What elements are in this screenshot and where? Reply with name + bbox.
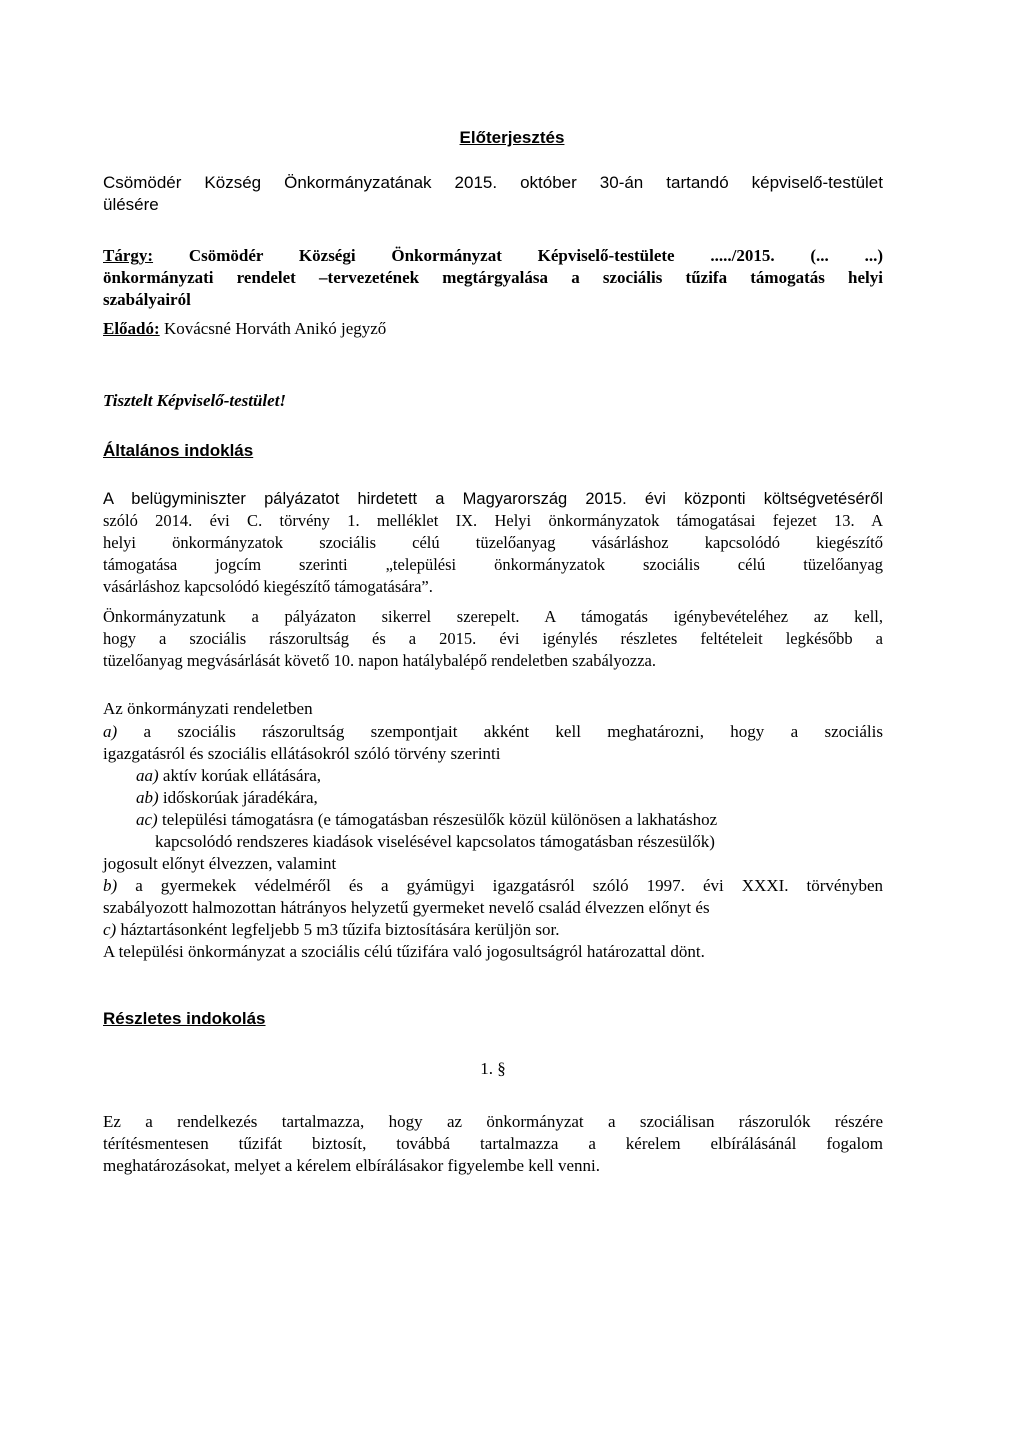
subject-block: [103, 245, 883, 311]
general-heading: Általános indoklás: [103, 441, 254, 460]
general-paragraph-2: [103, 606, 883, 672]
general-p1-line-5: vásárláshoz kapcsolódó kiegészítő támogatására”.: [103, 577, 433, 596]
detailed-line-3: meghatározásokat, melyet a kérelem elbírálásakor figyelembe kell venni.: [103, 1156, 601, 1175]
regulation-c-text: háztartásonként legfeljebb 5 m3 tűzifa biztosítására kerüljön sor.: [116, 920, 560, 939]
invitation-block: [103, 172, 883, 216]
general-p2-line-3: tüzelőanyag megvásárlását követő 10. napon hatálybalépő rendeletben szabályozza.: [103, 651, 656, 670]
regulation-ac-text: települési támogatásra (e támogatásban részesülők közül különösen a lakhatáshoz: [157, 810, 718, 829]
greeting: Tisztelt Képviselő-testület!: [103, 391, 287, 410]
regulation-ab: [103, 787, 883, 809]
general-paragraph-1: [103, 488, 883, 598]
regulation-c: [103, 919, 883, 941]
general-p2-line-2: hogy a szociális rászorultság és a 2015. évi igénylés részletes feltételeit legkésőbb a: [103, 629, 883, 648]
regulation-closing: A települési önkormányzat a szociális célú tűzifára való jogosultságról határozattal dönt.: [103, 942, 705, 961]
regulation-aa-label: aa): [136, 766, 159, 785]
regulation-a-line-1: [103, 721, 883, 743]
presenter-name: Kovácsné Horváth Anikó jegyző: [159, 319, 387, 338]
subject-label: Tárgy:: [103, 246, 154, 265]
regulation-b-label: b): [103, 876, 118, 895]
regulation-ac-line-2: kapcsolódó rendszeres kiadások viselésével kapcsolatos támogatásban részesülők): [155, 832, 715, 851]
regulation-jogosult: jogosult előnyt élvezzen, valamint: [103, 854, 337, 873]
subject-line-3: szabályairól: [103, 290, 191, 309]
subject-line-1-text: Csömödér Községi Önkormányzat Képviselő-testülete ...../2015. (... ...): [153, 246, 883, 265]
invitation-line-1: Csömödér Község Önkormányzatának 2015. október 30-án tartandó képviselő-testület: [103, 173, 883, 192]
general-p2-line-1: Önkormányzatunk a pályázaton sikerrel szerepelt. A támogatás igénybevételéhez az kell,: [103, 607, 883, 626]
invitation-line-2: ülésére: [103, 195, 159, 214]
regulation-c-label: c): [103, 920, 117, 939]
regulation-b-line-1: [103, 875, 883, 897]
section-marker: 1. §: [480, 1059, 506, 1078]
subject-line-1: [103, 245, 883, 267]
regulation-block: [103, 698, 883, 963]
detailed-line-1: Ez a rendelkezés tartalmazza, hogy az önkormányzat a szociálisan rászorulók részére: [103, 1112, 883, 1131]
presenter-line: [103, 318, 883, 340]
regulation-a-text: a szociális rászorultság szempontjait akként kell meghatározni, hogy a szociális: [117, 722, 883, 741]
regulation-aa-text: aktív korúak ellátására,: [158, 766, 322, 785]
detailed-heading: Részletes indokolás: [103, 1009, 266, 1028]
general-p1-line-2: szóló 2014. évi C. törvény 1. melléklet IX. Helyi önkormányzatok támogatásai fejezet 13. A: [103, 511, 883, 530]
document-title: Előterjesztés: [459, 128, 565, 147]
regulation-a-label: a): [103, 722, 118, 741]
regulation-ac-line-1: [103, 809, 883, 831]
regulation-ab-label: ab): [136, 788, 159, 807]
general-p1-line-1: A belügyminiszter pályázatot hirdetett a Magyarország 2015. évi központi költségvetéséről: [103, 490, 883, 508]
detailed-paragraph: [103, 1111, 883, 1177]
regulation-ac-label: ac): [136, 810, 158, 829]
regulation-aa: [103, 765, 883, 787]
general-p1-line-4: támogatása jogcím szerinti „települési önkormányzatok szociális célú tüzelőanyag: [103, 555, 883, 574]
regulation-b-text: a gyermekek védelméről és a gyámügyi igazgatásról szóló 1997. évi XXXI. törvényben: [117, 876, 883, 895]
regulation-b-line-2: szabályozott halmozottan hátrányos helyzetű gyermeket nevelő család élvezzen előnyt és: [103, 898, 710, 917]
general-p1-line-3: helyi önkormányzatok szociális célú tüzelőanyag vásárláshoz kapcsolódó kiegészítő: [103, 533, 883, 552]
presenter-label: Előadó:: [103, 319, 160, 338]
subject-line-2: önkormányzati rendelet –tervezetének megtárgyalása a szociális tűzifa támogatás helyi: [103, 268, 883, 287]
regulation-ab-text: időskorúak járadékára,: [158, 788, 318, 807]
regulation-intro: Az önkormányzati rendeletben: [103, 699, 313, 718]
detailed-line-2: térítésmentesen tűzifát biztosít, továbbá tartalmazza a kérelem elbírálásánál fogalom: [103, 1134, 883, 1153]
regulation-a-line-2: igazgatásról és szociális ellátásokról szóló törvény szerinti: [103, 744, 501, 763]
